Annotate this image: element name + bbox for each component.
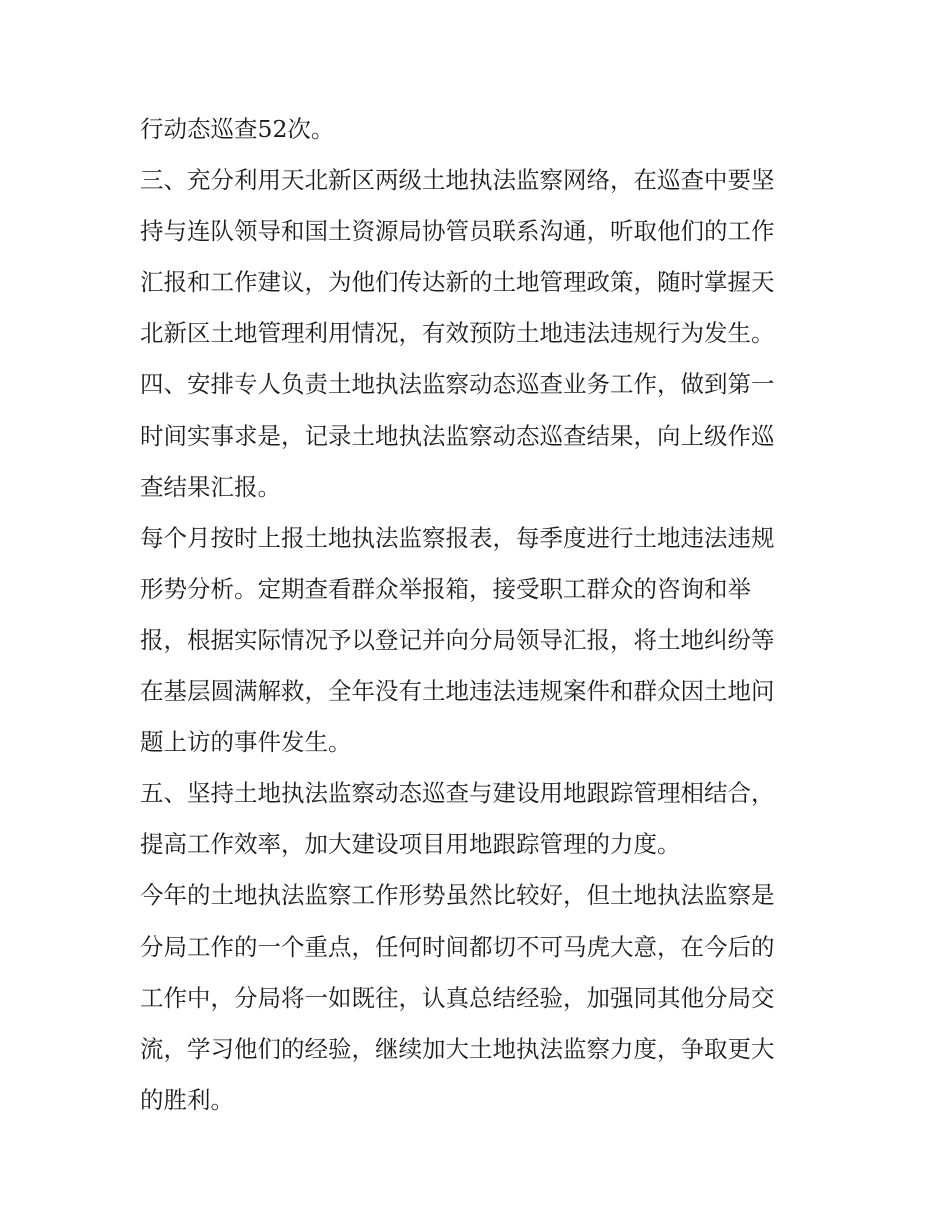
text-line: 形势分析。定期查看群众举报箱，接受职工群众的咨询和举 xyxy=(140,574,751,603)
text-line: 五、坚持土地执法监察动态巡查与建设用地跟踪管理相结合， xyxy=(140,779,775,808)
text-line: 在基层圆满解救，全年没有土地违法违规案件和群众因土地问 xyxy=(140,677,775,706)
text-line: 题上访的事件发生。 xyxy=(140,728,352,757)
text-line: 四、安排专人负责土地执法监察动态巡查业务工作，做到第一 xyxy=(140,370,775,399)
text-line: 行动态巡查52次。 xyxy=(140,115,335,143)
text-line: 三、充分利用天北新区两级土地执法监察网络，在巡查中要坚 xyxy=(140,166,775,195)
text-line: 北新区土地管理利用情况，有效预防土地违法违规行为发生。 xyxy=(140,319,775,348)
text-line: 工作中，分局将一如既往，认真总结经验，加强同其他分局交 xyxy=(140,983,775,1012)
document-body xyxy=(140,107,830,1129)
text-line: 流，学习他们的经验，继续加大土地执法监察力度，争取更大 xyxy=(140,1034,775,1063)
text-line: 持与连队领导和国土资源局协管员联系沟通，听取他们的工作 xyxy=(140,217,775,246)
text-line: 查结果汇报。 xyxy=(140,472,281,501)
text-line: 时间实事求是，记录土地执法监察动态巡查结果，向上级作巡 xyxy=(140,421,775,450)
text-line: 分局工作的一个重点，任何时间都切不可马虎大意，在今后的 xyxy=(140,932,775,961)
text-line: 的胜利。 xyxy=(140,1085,234,1114)
text-line: 每个月按时上报土地执法监察报表，每季度进行土地违法违规 xyxy=(140,523,775,552)
text-line: 汇报和工作建议，为他们传达新的土地管理政策，随时掌握天 xyxy=(140,268,775,297)
text-line: 报，根据实际情况予以登记并向分局领导汇报，将土地纠纷等 xyxy=(140,625,775,654)
text-line: 今年的土地执法监察工作形势虽然比较好，但土地执法监察是 xyxy=(140,881,775,910)
text-line: 提高工作效率，加大建设项目用地跟踪管理的力度。 xyxy=(140,830,681,859)
